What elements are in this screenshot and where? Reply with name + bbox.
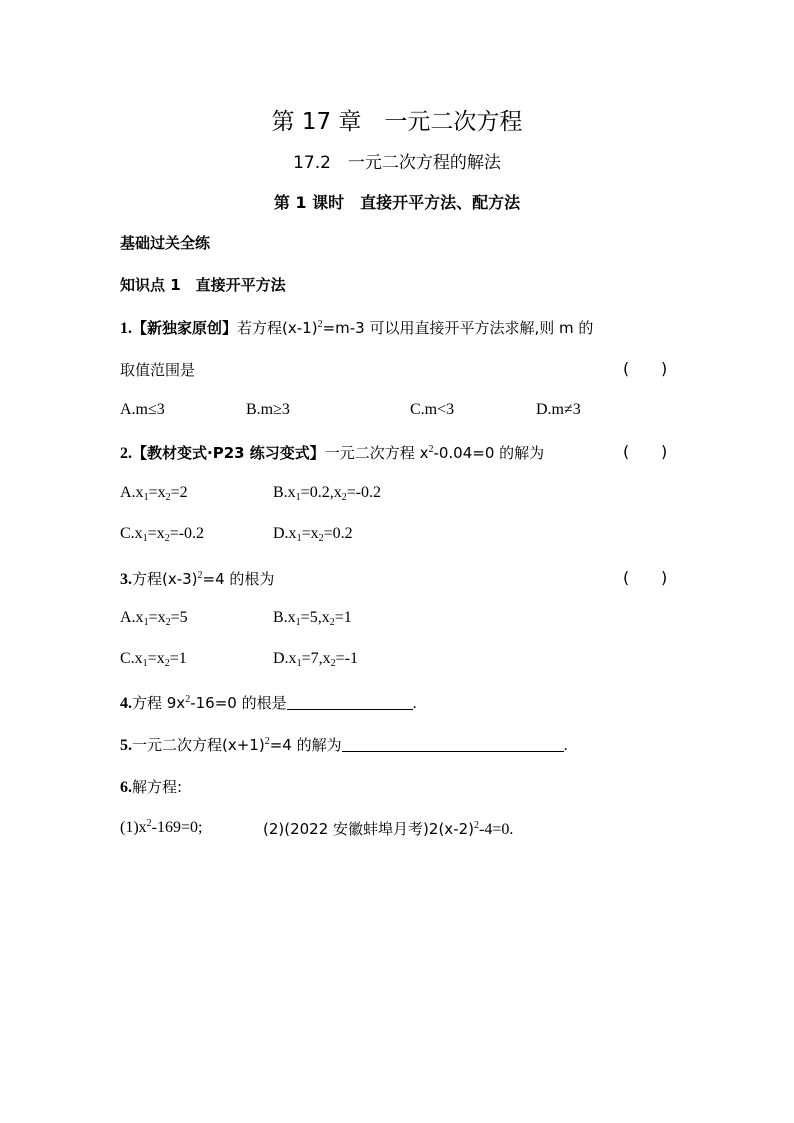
option-a: A.m≤3: [120, 401, 165, 418]
question-1: 1.【新独家原创】若方程$(x-1)^2=m-3$ 可以用直接开平方法求解,则 m 的: [120, 319, 594, 337]
option-a: $A.x_1=x_2=5$: [120, 609, 188, 628]
answer-blank: [287, 695, 413, 710]
section-title: 17.2 一元二次方程的解法: [293, 153, 501, 173]
option-d: $D.x_1=x_2=0.2$: [273, 525, 353, 544]
question-6: 6.解方程:: [120, 778, 183, 796]
question-1-line-2: 取值范围是: [120, 361, 196, 379]
question-6-part-2: (2)(2022 安徽蚌埠月考)$2(x-2)^2-4=0$.: [263, 820, 514, 838]
option-c: $C.x_1=x_2=1$: [120, 650, 187, 669]
answer-bracket: ( ): [623, 359, 668, 378]
option-c: $C.x_1=x_2=-0.2$: [120, 525, 205, 544]
question-2: 2.【教材变式·P23 练习变式】一元二次方程 $x^2-0.04=0$ 的解为: [120, 444, 545, 462]
answer-bracket: ( ): [623, 568, 668, 587]
option-a: $A.x_1=x_2=2$: [120, 484, 188, 503]
option-b: B.m≥3: [246, 401, 290, 418]
question-6-part-1: $(1)x^2-169=0$;: [120, 818, 203, 836]
option-d: D.m≠3: [536, 401, 581, 418]
option-d: $D.x_1=7,x_2=-1$: [273, 650, 358, 669]
question-5: 5.一元二次方程$(x+1)^2=4$ 的解为 .: [120, 736, 568, 754]
question-4: 4.方程 $9x^2-16=0$ 的根是 .: [120, 694, 417, 712]
option-b: $B.x_1=5,x_2=1$: [273, 609, 352, 628]
option-c: C.m<3: [410, 401, 455, 418]
chapter-title: 第 17 章 一元二次方程: [271, 109, 523, 135]
answer-bracket: ( ): [623, 442, 668, 461]
answer-blank: [342, 737, 564, 752]
section-heading: 基础过关全练: [120, 234, 211, 252]
option-b: $B.x_1=0.2,x_2=-0.2$: [273, 484, 382, 503]
question-number: 1.: [120, 320, 132, 337]
question-tag: 【新独家原创】: [132, 319, 238, 337]
question-text: 若方程(x-1): [237, 319, 318, 337]
knowledge-point: 知识点 1 直接开平方法: [120, 276, 286, 294]
lesson-title: 第 1 课时 直接开平方法、配方法: [273, 193, 521, 212]
question-tag: 【教材变式·P23 练习变式】: [132, 444, 325, 462]
question-3: 3.方程$(x-3)^2=4$ 的根为: [120, 570, 275, 588]
